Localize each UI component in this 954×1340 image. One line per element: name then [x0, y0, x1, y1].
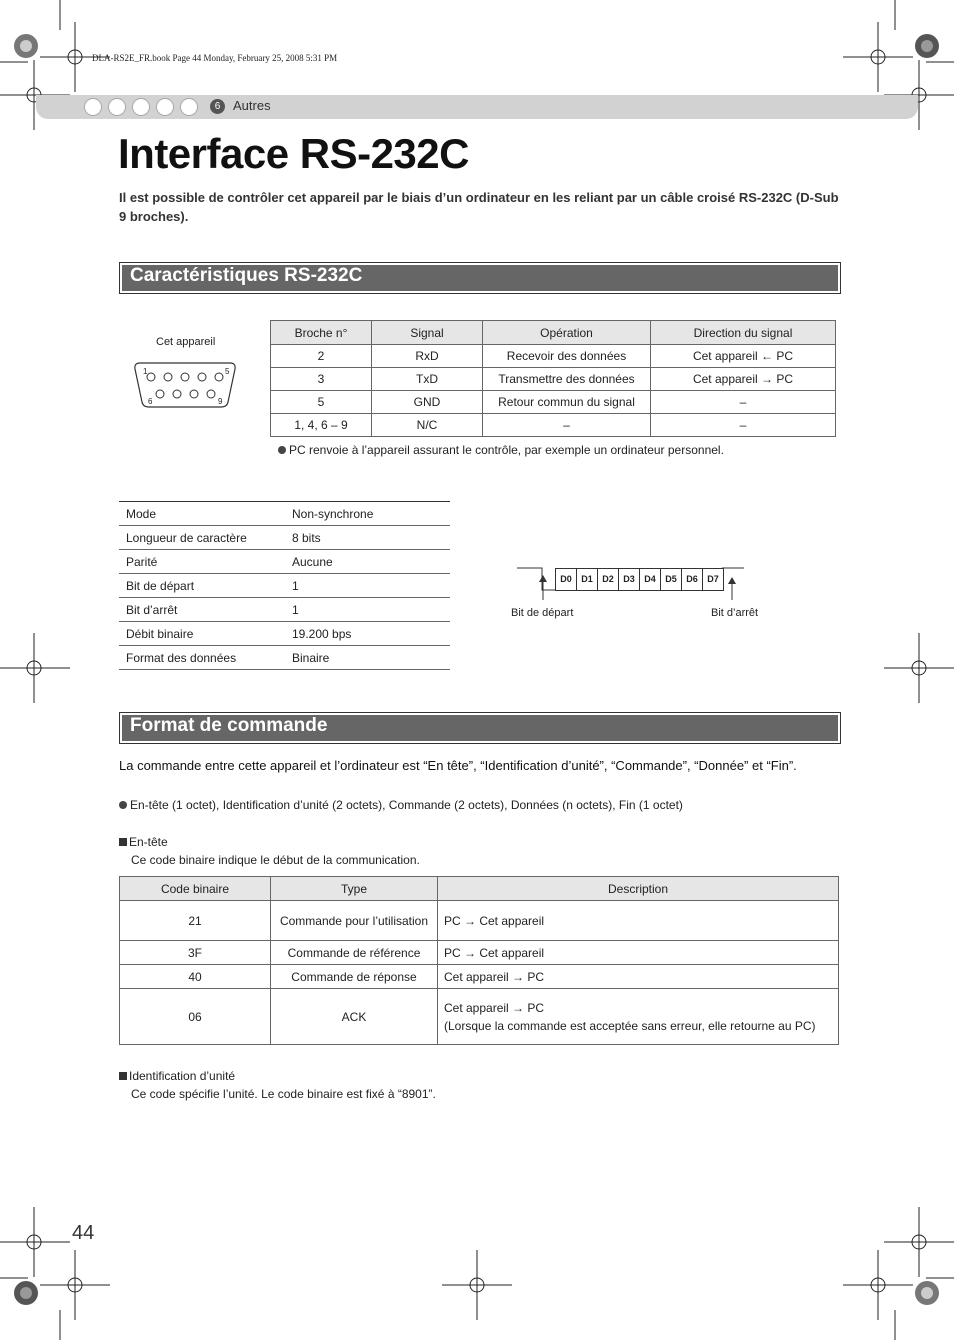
table-cell: 5: [271, 391, 372, 414]
desc-line: Cet appareil → PC: [444, 1000, 545, 1015]
table-row: [119, 550, 450, 574]
table-cell: Recevoir des données: [483, 345, 651, 368]
data-bit: D6: [681, 568, 703, 591]
type-cell: Commande de référence: [271, 941, 438, 965]
table-cell: 3: [271, 368, 372, 391]
code-table-header: Description: [438, 877, 839, 901]
subheading-header: [119, 835, 168, 849]
code-cell: 40: [120, 965, 271, 989]
param-value: 1: [285, 574, 450, 598]
stop-bit-label: Bit d’arrêt: [711, 607, 759, 619]
table-cell: 2: [271, 345, 372, 368]
pin-label: 5: [225, 367, 230, 376]
stop-bit-waveform: [720, 562, 750, 602]
code-table-header: Code binaire: [120, 877, 271, 901]
table-row: [271, 391, 836, 414]
table-cell: –: [651, 391, 836, 414]
table-cell: Cet appareil ← PC: [651, 345, 836, 368]
page-title: Interface RS-232C: [118, 130, 469, 177]
connector-label: Cet appareil: [156, 336, 216, 348]
table-row: [119, 598, 450, 622]
desc-cell: [438, 989, 839, 1045]
breadcrumb-dot: [132, 98, 150, 116]
desc-cell: PC → Cet appareil: [438, 941, 839, 965]
section-heading-characteristics: [119, 262, 841, 294]
table-cell: 1, 4, 6 – 9: [271, 414, 372, 437]
param-name: Format des données: [119, 646, 285, 670]
params-table: [119, 501, 450, 670]
table-row: [120, 901, 839, 941]
section-heading-text: Caractéristiques RS-232C: [130, 265, 363, 286]
param-value: Non-synchrone: [285, 502, 450, 526]
chapter-number: 6: [210, 99, 225, 114]
unit-id-description: Ce code spécifie l’unité. Le code binaire est fixé à “8901”.: [131, 1087, 436, 1101]
data-bit: D5: [660, 568, 682, 591]
command-paragraph: La commande entre cette appareil et l’ordinateur est “En tête”, “Identification d’unité”, “Commande”, “Donnée” et “Fin”.: [119, 758, 797, 773]
table-row: [119, 574, 450, 598]
param-value: 1: [285, 598, 450, 622]
table-cell: GND: [372, 391, 483, 414]
print-line: DLA-RS2E_FR.book Page 44 Monday, February 25, 2008 5:31 PM: [92, 53, 338, 63]
desc-cell: PC → Cet appareil: [438, 901, 839, 941]
data-bit: D3: [618, 568, 640, 591]
table-row: [119, 502, 450, 526]
table-cell: Transmettre des données: [483, 368, 651, 391]
code-cell: 3F: [120, 941, 271, 965]
data-bit: D4: [639, 568, 661, 591]
breadcrumb-dot: [108, 98, 126, 116]
type-cell: ACK: [271, 989, 438, 1045]
table-cell: –: [483, 414, 651, 437]
breadcrumb-dot: [156, 98, 174, 116]
param-name: Bit d’arrêt: [119, 598, 285, 622]
pin-label: 1: [143, 367, 148, 376]
param-name: Bit de départ: [119, 574, 285, 598]
desc-cell: Cet appareil → PC: [438, 965, 839, 989]
table-cell: Cet appareil → PC: [651, 368, 836, 391]
breadcrumb-dot: [180, 98, 198, 116]
param-name: Parité: [119, 550, 285, 574]
pin-table-header: Signal: [372, 321, 483, 345]
pin-table-header: Direction du signal: [651, 321, 836, 345]
pin-table-note: [278, 443, 724, 457]
pin-table-header: Broche n°: [271, 321, 372, 345]
note-text: PC renvoie à l’appareil assurant le contrôle, par exemple un ordinateur personnel.: [289, 443, 724, 457]
param-name: Mode: [119, 502, 285, 526]
type-cell: Commande pour l’utilisation: [271, 901, 438, 941]
table-cell: N/C: [372, 414, 483, 437]
code-cell: 21: [120, 901, 271, 941]
table-cell: RxD: [372, 345, 483, 368]
bullet-icon: [119, 801, 127, 809]
pin-table-header: Opération: [483, 321, 651, 345]
code-table-header: Type: [271, 877, 438, 901]
code-table: [119, 876, 839, 1045]
table-row: [271, 345, 836, 368]
subheading-text: En-tête: [129, 835, 168, 849]
code-cell: 06: [120, 989, 271, 1045]
breadcrumb-dot: [84, 98, 102, 116]
pin-label: 9: [218, 397, 223, 406]
command-bullet: [119, 798, 683, 812]
table-row: [119, 526, 450, 550]
data-bit: D7: [702, 568, 724, 591]
table-row: [120, 941, 839, 965]
table-row: [119, 622, 450, 646]
table-cell: TxD: [372, 368, 483, 391]
intro-text: Il est possible de contrôler cet appareil par le biais d’un ordinateur en les reliant par un câble croisé RS-232C (D-Sub 9 broches).: [119, 190, 839, 224]
table-cell: Retour commun du signal: [483, 391, 651, 414]
table-row: [271, 414, 836, 437]
desc-line: (Lorsque la commande est acceptée sans erreur, elle retourne au PC): [444, 1018, 816, 1033]
pin-table: [270, 320, 836, 437]
page-number: 44: [72, 1222, 95, 1244]
chapter-label: Autres: [233, 98, 271, 113]
data-bit: D1: [576, 568, 598, 591]
square-bullet-icon: [119, 838, 127, 846]
pin-label: 6: [148, 397, 153, 406]
type-cell: Commande de réponse: [271, 965, 438, 989]
table-row: [271, 368, 836, 391]
table-row: [120, 965, 839, 989]
param-name: Débit binaire: [119, 622, 285, 646]
section-heading-text: Format de commande: [130, 715, 328, 736]
param-name: Longueur de caractère: [119, 526, 285, 550]
section-heading-command-format: [119, 712, 841, 744]
param-value: Binaire: [285, 646, 450, 670]
data-bits: [556, 568, 724, 591]
header-description: Ce code binaire indique le début de la communication.: [131, 853, 420, 867]
breadcrumb-dots: [84, 98, 198, 116]
data-bit: D0: [555, 568, 577, 591]
param-value: Aucune: [285, 550, 450, 574]
table-row: [120, 989, 839, 1045]
param-value: 19.200 bps: [285, 622, 450, 646]
subheading-text: Identification d’unité: [129, 1069, 236, 1083]
bullet-text: En-tête (1 octet), Identification d’unité (2 octets), Commande (2 octets), Données (n octets), Fin (1 octet): [130, 798, 683, 812]
bullet-icon: [278, 446, 286, 454]
subheading-unit-id: [119, 1069, 235, 1083]
table-cell: –: [651, 414, 836, 437]
dsub9-connector-icon: [132, 360, 238, 410]
data-bit: D2: [597, 568, 619, 591]
square-bullet-icon: [119, 1072, 127, 1080]
param-value: 8 bits: [285, 526, 450, 550]
table-row: [119, 646, 450, 670]
start-bit-label: Bit de départ: [511, 607, 574, 619]
